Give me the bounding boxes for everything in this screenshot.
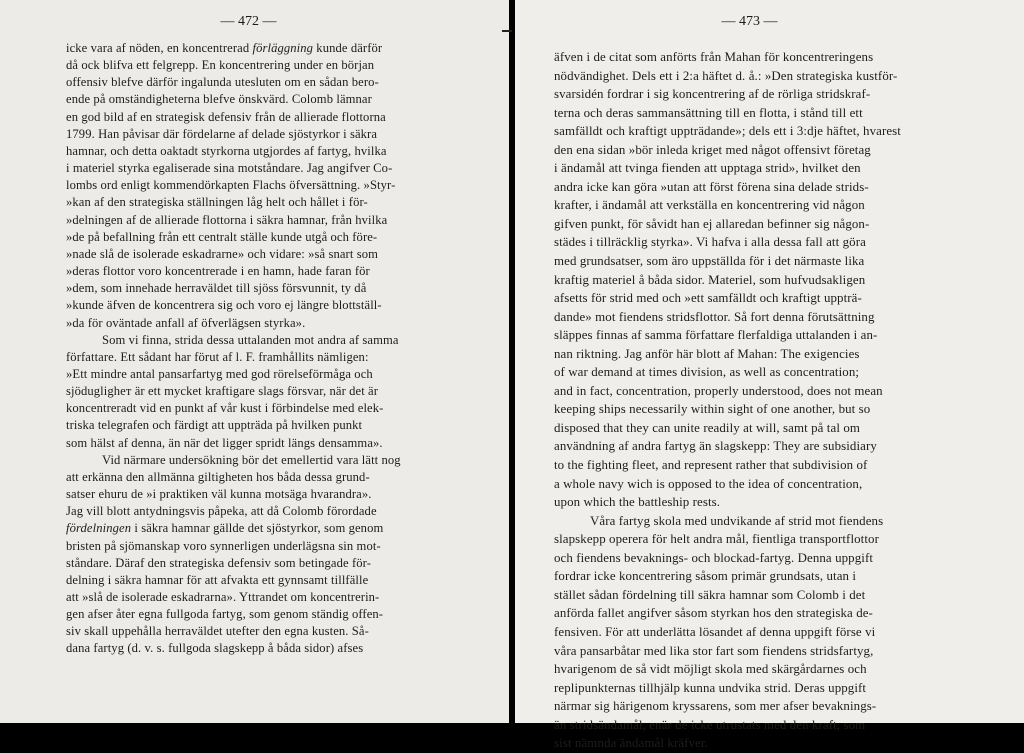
text-line: of war demand at times division, as well as concentration;	[554, 365, 860, 380]
text-line: »nade slå de isolerade eskadrarne» och vidare: »så snart som	[66, 246, 378, 261]
text-line: terna och deras sammansättning till en flotta, i stånd till ett	[554, 105, 863, 120]
text-line: att erkänna den allmänna giltigheten hos båda dessa grund-	[66, 469, 370, 484]
text-line: icke vara af nöden, en koncentrerad förläggning kunde därför	[66, 41, 383, 55]
text-line: anförda fallet angifver såsom styrkan hos den strategiska de-	[554, 606, 873, 621]
right-page	[515, 0, 1024, 751]
text-line: a whole navy wich is opposed to the idea of concentration,	[554, 476, 863, 491]
text-line: Som vi finna, strida dessa uttalanden mot andra af samma	[102, 332, 399, 347]
text-line: offensiv blefve därför ingalunda utesluten om en sådan bero-	[66, 75, 379, 90]
text-line: andra icke kan göra »utan att först förena sina delade strids-	[554, 179, 869, 194]
text-line: satser ehuru de »i praktiken väl kunna motsäga hvarandra».	[66, 487, 372, 502]
text-line: närmar sig härigenom kryssarens, som mer afser bevaknings-	[554, 699, 877, 714]
text-line: nan riktning. Jag anför här blott af Mahan: The exigencies	[554, 346, 860, 361]
text-line: stället sådan fördelning till säkra hamnar som Colomb i det	[554, 587, 866, 602]
text-line: släppes finnas af samma författare flerfaldiga uttalanden i an-	[554, 328, 878, 343]
text-line: »deras flottor voro koncentrerade i en hamn, hade faran för	[66, 264, 370, 279]
text-line: och fiendens bevaknings- och blockad-fartyg. Denna uppgift	[554, 550, 874, 565]
text-line: disposed that they can unite readily at will, samt på tal om	[554, 420, 860, 435]
text-line: Vid närmare undersökning bör det emellertid vara lätt nog	[102, 452, 401, 467]
text-line: bristen på sjömanskap voro synnerligen underlägsna sin mot-	[66, 538, 381, 553]
text-line: att »slå de isolerade eskadrarna». Yttrandet om koncentrerin-	[66, 590, 380, 604]
text-line: sist nämnda ändamål kräfver.	[554, 736, 708, 751]
right-page-text	[554, 48, 970, 753]
right-page-number: — 473 —	[721, 14, 778, 29]
left-page-number: — 472 —	[220, 14, 277, 29]
text-line: äfven i de citat som anförts från Mahan för koncentreringens	[554, 50, 874, 64]
text-line: den ena sidan »bör inleda kriget med något offensivt företag	[554, 142, 871, 157]
gutter-mark	[502, 30, 512, 32]
left-page-text	[66, 40, 464, 658]
text-line: som hälst af denna, än när det ligger spridt längs densamma».	[66, 435, 383, 450]
text-line: »kan af den strategiska ställningen låg helt och hållet i för-	[66, 195, 368, 210]
text-line: dana fartyg (d. v. s. fullgoda slagskepp å båda sidor) afses	[66, 641, 364, 656]
text-line: 1799. Han påvisar där fördelarne af delade sjöstyrkor i säkra	[66, 126, 378, 141]
text-line: to the fighting fleet, and represent rather that subdivision of	[554, 458, 868, 473]
text-line: afsetts för strid med och »ett samfälldt och kraftigt uppträ-	[554, 291, 862, 306]
text-line: en god bild af en strategisk defensiv från de allierade flottorna	[66, 109, 386, 124]
text-line: i materiel styrka egaliserade sina motståndare. Jag angifver Co-	[66, 161, 393, 176]
text-line: ende på omständigheterna blefve önskvärd. Colomb lämnar	[66, 92, 372, 107]
text-line: Våra fartyg skola med undvikande af strid mot fiendens	[590, 513, 884, 528]
text-line: upon which the battleship rests.	[554, 495, 721, 510]
text-line: lombs ord enligt kommendörkapten Flachs öfversättning. »Styr-	[66, 178, 396, 193]
text-line: sjödugligheт är ett mycket kraftigare slags försvar, när det är	[66, 384, 379, 399]
text-line: svarsidén fordrar i sig koncentrering af de rörliga stridskraf-	[554, 87, 871, 102]
text-line: delning i säkra hamnar för att afvakta ett gynnsamt tillfälle	[66, 572, 369, 587]
text-line: hamnar, och detta oaktadt styrkorna utgjordes af fartyg, hvilka	[66, 143, 387, 158]
text-line: slapskepp operera för helt andra mål, fientliga transportflottor	[554, 532, 879, 547]
text-line: dande» mot fiendens stridsflottor. Så fort denna förutsättning	[554, 309, 875, 324]
text-line: författare. Ett sådant har förut af l. F. framhållits nämligen:	[66, 349, 369, 364]
text-line: då ock blifva ett felgrepp. En koncentrering under en början	[66, 58, 375, 73]
text-line: i ändamål att tvinga fienden att upptaga strid», hvilket den	[554, 161, 861, 176]
text-line: »dem, som innehade herraväldet till sjöss försvunnit, ty då	[66, 281, 367, 296]
text-line: gifven punkt, för såvidt han ej allaredan befinner sig någon-	[554, 216, 870, 231]
text-line: våra pansarbåtar med lika stor fart som fiendens stridsfartyg,	[554, 643, 874, 658]
text-line: keeping ships necessarily within sight of one another, but so	[554, 402, 871, 417]
text-line: triska telegrafen och färdigt att uppträda på hvilken punkt	[66, 418, 363, 433]
text-line: samfälldt och kraftigt uppträdande»; dels ett i 3:dje häftet, hvarest	[554, 124, 901, 139]
text-line: fordrar icke koncentrering såsom primär grundsats, utan i	[554, 569, 857, 584]
text-line: med grundsatser, som äro uppställda för i det närmaste lika	[554, 254, 865, 269]
text-line: fensiven. För att underlätta lösandet af denna uppgift förse vi	[554, 624, 876, 639]
text-line: nödvändighet. Dels ett i 2:a häftet d. å.: »Den strategiska kustför-	[554, 68, 898, 83]
text-line: städes i tillräcklig styrka». Vi hafva i alla dessa fall att göra	[554, 235, 866, 250]
text-line: »kunde äfven de koncentrera sig och voro ej längre blottställ-	[66, 298, 382, 313]
text-line: Jag vill blott antydningsvis påpeka, att då Colomb förordade	[66, 504, 377, 519]
text-line: and in fact, concentration, properly understood, does not mean	[554, 383, 883, 398]
text-line: användning af andra fartyg än slagskepp: They are subsidiary	[554, 439, 877, 454]
text-line: siv skall uppehålla herraväldet utefter den egna kusten. Så-	[66, 624, 369, 639]
text-line: gen afser åter egna fullgoda fartyg, som genom ständig offen-	[66, 607, 384, 622]
text-line: »delningen af de allierade flottorna i säkra hamnar, från hvilka	[66, 212, 388, 227]
text-line: krafter, i ändamål att verkställa en koncentrering vid någon	[554, 198, 865, 213]
text-line: replipunkternas tillhjälp kunna undvika strid. Deras uppgift	[554, 680, 867, 695]
text-line: »Ett mindre antal pansarfartyg med god rörelseförmåga och	[66, 366, 373, 381]
text-line: »da för oväntade anfall af öfverlägsen styrka».	[66, 315, 306, 330]
emphasis: förläggning	[252, 41, 314, 55]
emphasis: fördelningen	[66, 521, 132, 536]
text-line: ståndare. Däraf den strategiska defensiv som betingade för-	[66, 555, 371, 570]
text-line: hvarigenom de så vidt möjligt skola med skärgårdarnes och	[554, 662, 867, 677]
text-line: »de på befallning från ett centralt ställe kunde utgå och före-	[66, 229, 378, 244]
left-page	[0, 0, 509, 723]
text-line: koncentreradt vid en punkt af vår kust i förbindelse med elek-	[66, 401, 384, 416]
text-line: fördelningen i säkra hamnar gällde det sjöstyrkor, som genom	[66, 521, 384, 536]
text-line: kraftig materiel å båda sidor. Materiel, som hufvudsakligen	[554, 272, 866, 287]
text-line: än stridsändamål, enär de icke utrustats med den kraft, som	[554, 717, 866, 732]
